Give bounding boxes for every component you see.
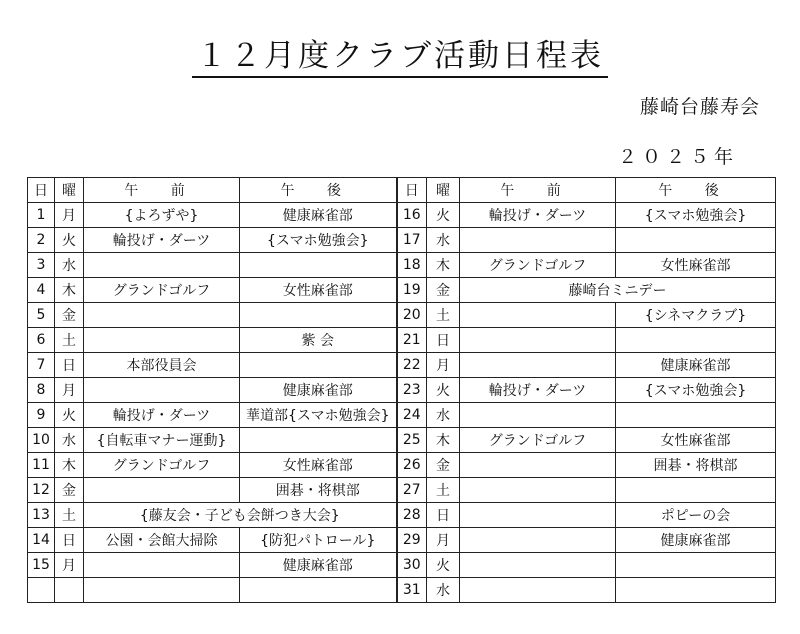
morning-activity-cell: グランドゴルフ [84, 278, 240, 303]
page-title-text: １２月度クラブ活動日程表 [192, 38, 608, 78]
weekday-cell: 火 [427, 553, 460, 578]
morning-activity-cell [460, 553, 616, 578]
morning-activity-cell: 輪投げ・ダーツ [84, 228, 240, 253]
header-dow: 曜 [55, 178, 84, 203]
afternoon-activity-cell: {スマホ勉強会} [616, 378, 776, 403]
afternoon-activity-cell: 囲碁・将棋部 [240, 478, 397, 503]
day-cell: 28 [397, 503, 427, 528]
schedule-row [28, 453, 776, 478]
day-cell: 8 [28, 378, 55, 403]
weekday-cell: 月 [55, 203, 84, 228]
schedule-row [28, 428, 776, 453]
afternoon-activity-cell [616, 328, 776, 353]
schedule-row [28, 328, 776, 353]
morning-activity-cell [84, 253, 240, 278]
weekday-cell: 木 [427, 428, 460, 453]
schedule-row [28, 228, 776, 253]
day-cell: 22 [397, 353, 427, 378]
schedule-row [28, 528, 776, 553]
weekday-cell: 水 [55, 253, 84, 278]
morning-activity-cell [460, 528, 616, 553]
header-row [28, 178, 776, 203]
schedule-table [27, 177, 776, 603]
year-label: ２０２５年 [617, 146, 738, 168]
all-day-event-cell: 藤崎台ミニデー [460, 278, 776, 303]
weekday-cell: 木 [427, 253, 460, 278]
weekday-cell: 日 [427, 328, 460, 353]
afternoon-activity-cell: 女性麻雀部 [240, 453, 397, 478]
weekday-cell [55, 578, 84, 603]
morning-activity-cell [460, 503, 616, 528]
afternoon-activity-cell [240, 428, 397, 453]
morning-activity-cell: グランドゴルフ [460, 428, 616, 453]
afternoon-activity-cell: 華道部{スマホ勉強会} [240, 403, 397, 428]
header-morning: 午 前 [84, 178, 240, 203]
morning-activity-cell: 輪投げ・ダーツ [460, 203, 616, 228]
afternoon-activity-cell: 健康麻雀部 [240, 378, 397, 403]
weekday-cell: 水 [55, 428, 84, 453]
day-cell: 3 [28, 253, 55, 278]
day-cell: 29 [397, 528, 427, 553]
day-cell: 23 [397, 378, 427, 403]
morning-activity-cell [460, 353, 616, 378]
afternoon-activity-cell: 健康麻雀部 [616, 353, 776, 378]
day-cell: 30 [397, 553, 427, 578]
morning-activity-cell [84, 378, 240, 403]
morning-activity-cell [84, 303, 240, 328]
day-cell: 10 [28, 428, 55, 453]
afternoon-activity-cell: 紫 会 [240, 328, 397, 353]
morning-activity-cell [460, 228, 616, 253]
day-cell: 17 [397, 228, 427, 253]
day-cell: 20 [397, 303, 427, 328]
schedule-row [28, 253, 776, 278]
day-cell: 11 [28, 453, 55, 478]
weekday-cell: 木 [55, 278, 84, 303]
afternoon-activity-cell [616, 578, 776, 603]
day-cell: 24 [397, 403, 427, 428]
schedule-row [28, 478, 776, 503]
day-cell: 16 [397, 203, 427, 228]
morning-activity-cell: 輪投げ・ダーツ [460, 378, 616, 403]
day-cell: 13 [28, 503, 55, 528]
schedule-row [28, 578, 776, 603]
weekday-cell: 月 [55, 553, 84, 578]
afternoon-activity-cell: 女性麻雀部 [616, 253, 776, 278]
schedule-row [28, 353, 776, 378]
day-cell: 14 [28, 528, 55, 553]
afternoon-activity-cell: ポピーの会 [616, 503, 776, 528]
day-cell: 25 [397, 428, 427, 453]
weekday-cell: 水 [427, 403, 460, 428]
organization-name: 藤崎台藤寿会 [639, 96, 760, 118]
morning-activity-cell [460, 453, 616, 478]
afternoon-activity-cell: 女性麻雀部 [240, 278, 397, 303]
weekday-cell: 土 [427, 303, 460, 328]
all-day-event-cell: {藤友会・子ども会餅つき大会} [84, 503, 397, 528]
day-cell: 18 [397, 253, 427, 278]
day-cell: 1 [28, 203, 55, 228]
afternoon-activity-cell [240, 353, 397, 378]
day-cell: 4 [28, 278, 55, 303]
day-cell: 19 [397, 278, 427, 303]
morning-activity-cell [84, 578, 240, 603]
schedule-row [28, 278, 776, 303]
schedule-row [28, 378, 776, 403]
header-day: 日 [397, 178, 427, 203]
weekday-cell: 火 [55, 228, 84, 253]
day-cell: 27 [397, 478, 427, 503]
afternoon-activity-cell: {スマホ勉強会} [240, 228, 397, 253]
weekday-cell: 金 [55, 478, 84, 503]
afternoon-activity-cell [240, 303, 397, 328]
weekday-cell: 金 [427, 453, 460, 478]
morning-activity-cell [460, 303, 616, 328]
day-cell: 12 [28, 478, 55, 503]
afternoon-activity-cell: 健康麻雀部 [240, 553, 397, 578]
morning-activity-cell [460, 328, 616, 353]
afternoon-activity-cell: {スマホ勉強会} [616, 203, 776, 228]
weekday-cell: 水 [427, 228, 460, 253]
morning-activity-cell: グランドゴルフ [460, 253, 616, 278]
weekday-cell: 水 [427, 578, 460, 603]
weekday-cell: 土 [55, 503, 84, 528]
afternoon-activity-cell: 健康麻雀部 [240, 203, 397, 228]
morning-activity-cell: グランドゴルフ [84, 453, 240, 478]
schedule-row [28, 203, 776, 228]
day-cell [28, 578, 55, 603]
weekday-cell: 日 [55, 353, 84, 378]
weekday-cell: 日 [427, 503, 460, 528]
morning-activity-cell [84, 553, 240, 578]
morning-activity-cell: 公園・会館大掃除 [84, 528, 240, 553]
header-morning: 午 前 [460, 178, 616, 203]
day-cell: 15 [28, 553, 55, 578]
page-title [0, 30, 800, 75]
header-day: 日 [28, 178, 55, 203]
weekday-cell: 火 [427, 203, 460, 228]
day-cell: 5 [28, 303, 55, 328]
afternoon-activity-cell: 囲碁・将棋部 [616, 453, 776, 478]
afternoon-activity-cell [616, 228, 776, 253]
weekday-cell: 金 [427, 278, 460, 303]
day-cell: 2 [28, 228, 55, 253]
weekday-cell: 日 [55, 528, 84, 553]
schedule-row [28, 403, 776, 428]
morning-activity-cell: 本部役員会 [84, 353, 240, 378]
morning-activity-cell: {よろずや} [84, 203, 240, 228]
weekday-cell: 火 [427, 378, 460, 403]
weekday-cell: 土 [55, 328, 84, 353]
afternoon-activity-cell: 健康麻雀部 [616, 528, 776, 553]
afternoon-activity-cell [240, 578, 397, 603]
morning-activity-cell [84, 328, 240, 353]
weekday-cell: 金 [55, 303, 84, 328]
weekday-cell: 月 [427, 353, 460, 378]
schedule-body [28, 203, 776, 603]
weekday-cell: 月 [55, 378, 84, 403]
afternoon-activity-cell: {シネマクラブ} [616, 303, 776, 328]
morning-activity-cell [84, 478, 240, 503]
day-cell: 9 [28, 403, 55, 428]
afternoon-activity-cell [616, 403, 776, 428]
weekday-cell: 土 [427, 478, 460, 503]
afternoon-activity-cell: 女性麻雀部 [616, 428, 776, 453]
afternoon-activity-cell [616, 478, 776, 503]
schedule-row [28, 303, 776, 328]
day-cell: 26 [397, 453, 427, 478]
morning-activity-cell [460, 478, 616, 503]
header-dow: 曜 [427, 178, 460, 203]
afternoon-activity-cell [240, 253, 397, 278]
header-afternoon: 午 後 [616, 178, 776, 203]
weekday-cell: 月 [427, 528, 460, 553]
header-afternoon: 午 後 [240, 178, 397, 203]
morning-activity-cell [460, 578, 616, 603]
day-cell: 7 [28, 353, 55, 378]
morning-activity-cell: 輪投げ・ダーツ [84, 403, 240, 428]
schedule-row [28, 553, 776, 578]
schedule-row [28, 503, 776, 528]
day-cell: 6 [28, 328, 55, 353]
weekday-cell: 木 [55, 453, 84, 478]
weekday-cell: 火 [55, 403, 84, 428]
morning-activity-cell [460, 403, 616, 428]
afternoon-activity-cell [616, 553, 776, 578]
day-cell: 21 [397, 328, 427, 353]
morning-activity-cell: {自転車マナー運動} [84, 428, 240, 453]
day-cell: 31 [397, 578, 427, 603]
afternoon-activity-cell: {防犯パトロール} [240, 528, 397, 553]
